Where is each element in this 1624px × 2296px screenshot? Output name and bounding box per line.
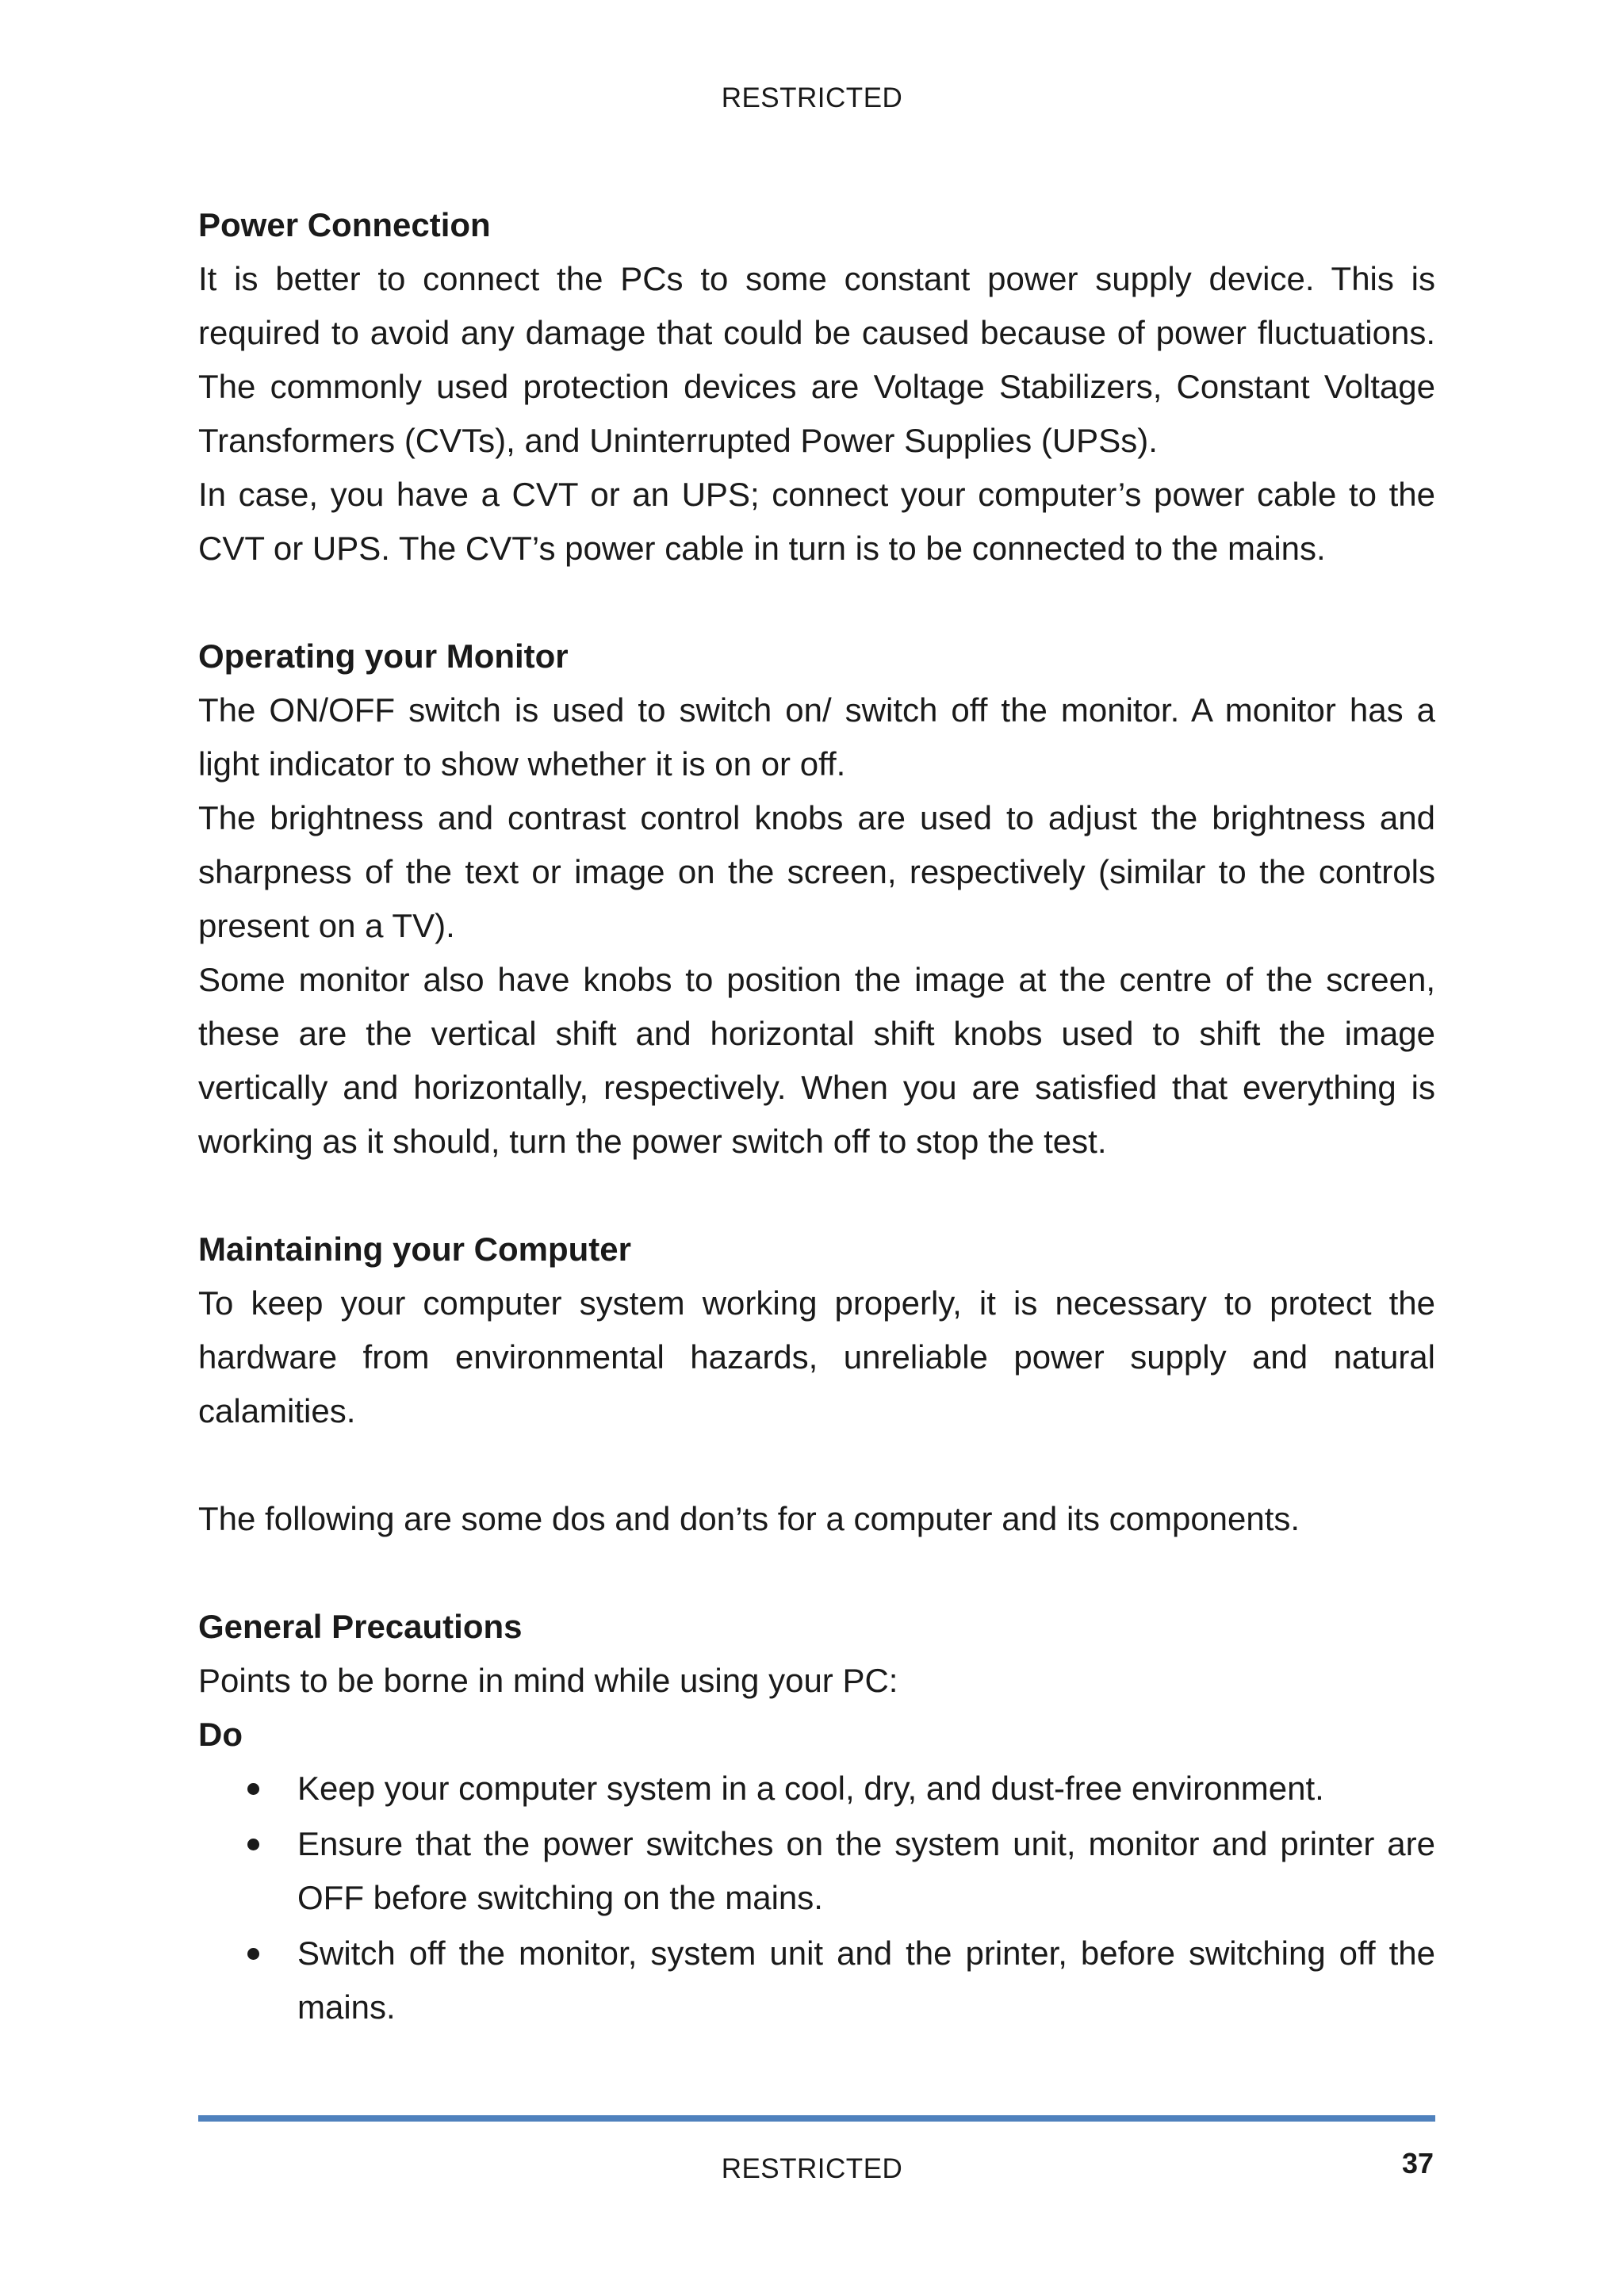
list-item <box>198 1927 1435 2034</box>
bullet-icon <box>247 1948 259 1960</box>
section-maintaining-computer <box>198 1223 1435 1438</box>
page-number: 37 <box>1401 2147 1434 2179</box>
list-item <box>198 1762 1435 1816</box>
page-header-classification: RESTRICTED <box>721 82 903 113</box>
section-intro-line <box>198 1492 1435 1546</box>
paragraph: The brightness and contrast control knobs are used to adjust the brightness and sharpness of the text or image on the screen, respectively (similar to the controls present on a TV). <box>198 799 1435 944</box>
page-footer-classification: RESTRICTED <box>721 2153 903 2184</box>
document-body <box>198 198 1435 2036</box>
section-heading: Operating your Monitor <box>198 637 569 675</box>
paragraph: The ON/OFF switch is used to switch on/ switch off the monitor. A monitor has a light indicator to show whether it is on or off. <box>198 691 1435 783</box>
paragraph: The following are some dos and don’ts for a computer and its components. <box>198 1500 1300 1537</box>
do-list <box>198 1762 1435 2034</box>
section-heading: General Precautions <box>198 1608 523 1645</box>
paragraph: To keep your computer system working properly, it is necessary to protect the hardware from environmental hazards, unreliable power supply and natural calamities. <box>198 1284 1435 1429</box>
section-heading: Power Connection <box>198 206 491 243</box>
list-item-text: Switch off the monitor, system unit and the printer, before switching off the mains. <box>297 1934 1435 2026</box>
bullet-icon <box>247 1839 259 1850</box>
paragraph: It is better to connect the PCs to some constant power supply device. This is required to avoid any damage that could be caused because of power fluctuations. The commonly used protection devices are Voltage Stabilizers, Constant Voltage Transformers (CVTs), and Uninterrupted Power Supplies (UPSs). <box>198 260 1435 459</box>
list-item-text: Keep your computer system in a cool, dry, and dust-free environment. <box>297 1770 1324 1807</box>
list-item <box>198 1817 1435 1925</box>
section-heading: Maintaining your Computer <box>198 1230 631 1268</box>
section-operating-monitor <box>198 629 1435 1169</box>
paragraph: Some monitor also have knobs to position the image at the centre of the screen, these are the vertical shift and horizontal shift knobs used to shift the image vertically and horizontally, respectively. When you are satisfied that everything is working as it should, turn the power switch off to stop the test. <box>198 961 1435 1160</box>
paragraph: In case, you have a CVT or an UPS; connect your computer’s power cable to the CVT or UPS. The CVT’s power cable in turn is to be connected to the mains. <box>198 476 1435 567</box>
footer-divider <box>198 2115 1435 2122</box>
list-item-text: Ensure that the power switches on the system unit, monitor and printer are OFF before switching on the mains. <box>297 1825 1435 1916</box>
precautions-intro: Points to be borne in mind while using your PC: <box>198 1662 898 1699</box>
section-power-connection <box>198 198 1435 576</box>
do-title: Do <box>198 1716 243 1753</box>
section-general-precautions <box>198 1600 1435 2034</box>
bullet-icon <box>247 1783 259 1795</box>
